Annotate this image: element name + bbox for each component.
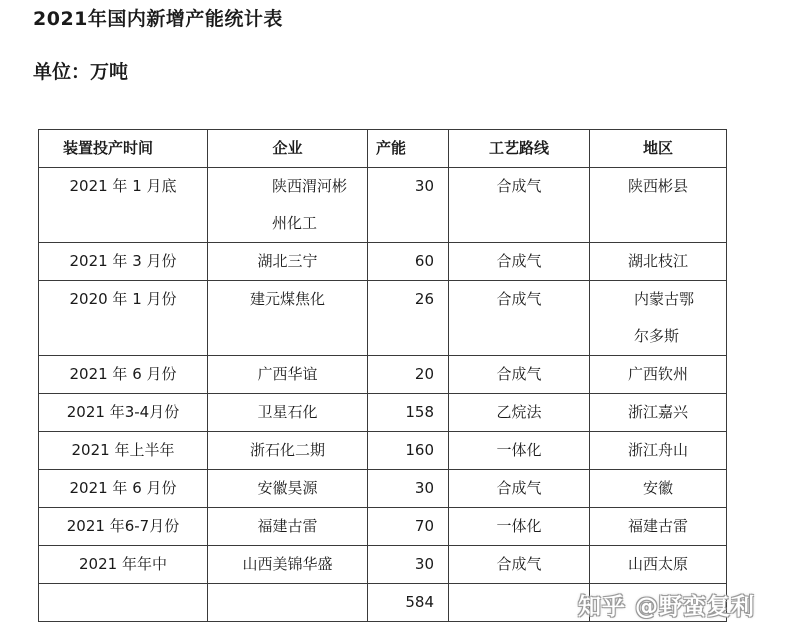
table-row — [39, 356, 727, 394]
header-time: 装置投产时间 — [39, 130, 208, 168]
table-row — [39, 546, 727, 584]
cell-time: 2020 年 1 月份 — [39, 281, 208, 356]
cell-time: 2021 年上半年 — [39, 432, 208, 470]
unit-label: 单位：万吨 — [33, 61, 129, 83]
page-title: 2021年国内新增产能统计表 — [33, 8, 283, 30]
cell-company: 建元煤焦化 — [208, 281, 368, 356]
cell-capacity: 26 — [368, 281, 449, 356]
cell-process: 一体化 — [449, 508, 590, 546]
cell-company: 广西华谊 — [208, 356, 368, 394]
cell-process: 一体化 — [449, 432, 590, 470]
table-row — [39, 243, 727, 281]
table-row — [39, 168, 727, 243]
cell-company: 湖北三宁 — [208, 243, 368, 281]
cell-capacity: 60 — [368, 243, 449, 281]
cell-process: 合成气 — [449, 356, 590, 394]
cell-region: 安徽 — [590, 470, 727, 508]
cell-region: 广西钦州 — [590, 356, 727, 394]
header-region: 地区 — [590, 130, 727, 168]
header-company: 企业 — [208, 130, 368, 168]
cell-company: 卫星石化 — [208, 394, 368, 432]
cell-time: 2021 年 6 月份 — [39, 356, 208, 394]
zhihu-watermark: 知乎 @野蛮复利 — [578, 594, 756, 620]
cell-time: 2021 年 6 月份 — [39, 470, 208, 508]
table-header-row — [39, 130, 727, 168]
cell-region: 陕西彬县 — [590, 168, 727, 243]
cell-capacity: 30 — [368, 546, 449, 584]
cell-company: 安徽昊源 — [208, 470, 368, 508]
cell-region: 福建古雷 — [590, 508, 727, 546]
cell-empty — [208, 584, 368, 622]
cell-region: 浙江嘉兴 — [590, 394, 727, 432]
cell-time: 2021 年 3 月份 — [39, 243, 208, 281]
cell-process: 合成气 — [449, 168, 590, 243]
table-row — [39, 281, 727, 356]
cell-region: 浙江舟山 — [590, 432, 727, 470]
cell-capacity: 20 — [368, 356, 449, 394]
cell-company: 山西美锦华盛 — [208, 546, 368, 584]
cell-region: 内蒙古鄂尔多斯 — [590, 281, 727, 356]
cell-capacity: 70 — [368, 508, 449, 546]
cell-capacity: 30 — [368, 168, 449, 243]
cell-process: 合成气 — [449, 546, 590, 584]
table-row — [39, 470, 727, 508]
cell-capacity: 160 — [368, 432, 449, 470]
cell-time: 2021 年3-4月份 — [39, 394, 208, 432]
cell-process: 合成气 — [449, 243, 590, 281]
cell-empty — [39, 584, 208, 622]
table-row — [39, 394, 727, 432]
cell-time: 2021 年 1 月底 — [39, 168, 208, 243]
cell-empty — [449, 584, 590, 622]
cell-process: 乙烷法 — [449, 394, 590, 432]
cell-company: 福建古雷 — [208, 508, 368, 546]
cell-total-capacity: 584 — [368, 584, 449, 622]
cell-region: 山西太原 — [590, 546, 727, 584]
cell-time: 2021 年年中 — [39, 546, 208, 584]
header-capacity: 产能 — [368, 130, 449, 168]
table-row — [39, 432, 727, 470]
cell-capacity: 30 — [368, 470, 449, 508]
table-row — [39, 508, 727, 546]
capacity-table — [38, 129, 727, 622]
cell-capacity: 158 — [368, 394, 449, 432]
cell-time: 2021 年6-7月份 — [39, 508, 208, 546]
header-process: 工艺路线 — [449, 130, 590, 168]
cell-process: 合成气 — [449, 470, 590, 508]
cell-process: 合成气 — [449, 281, 590, 356]
cell-company: 陕西渭河彬州化工 — [208, 168, 368, 243]
cell-company: 浙石化二期 — [208, 432, 368, 470]
cell-region: 湖北枝江 — [590, 243, 727, 281]
